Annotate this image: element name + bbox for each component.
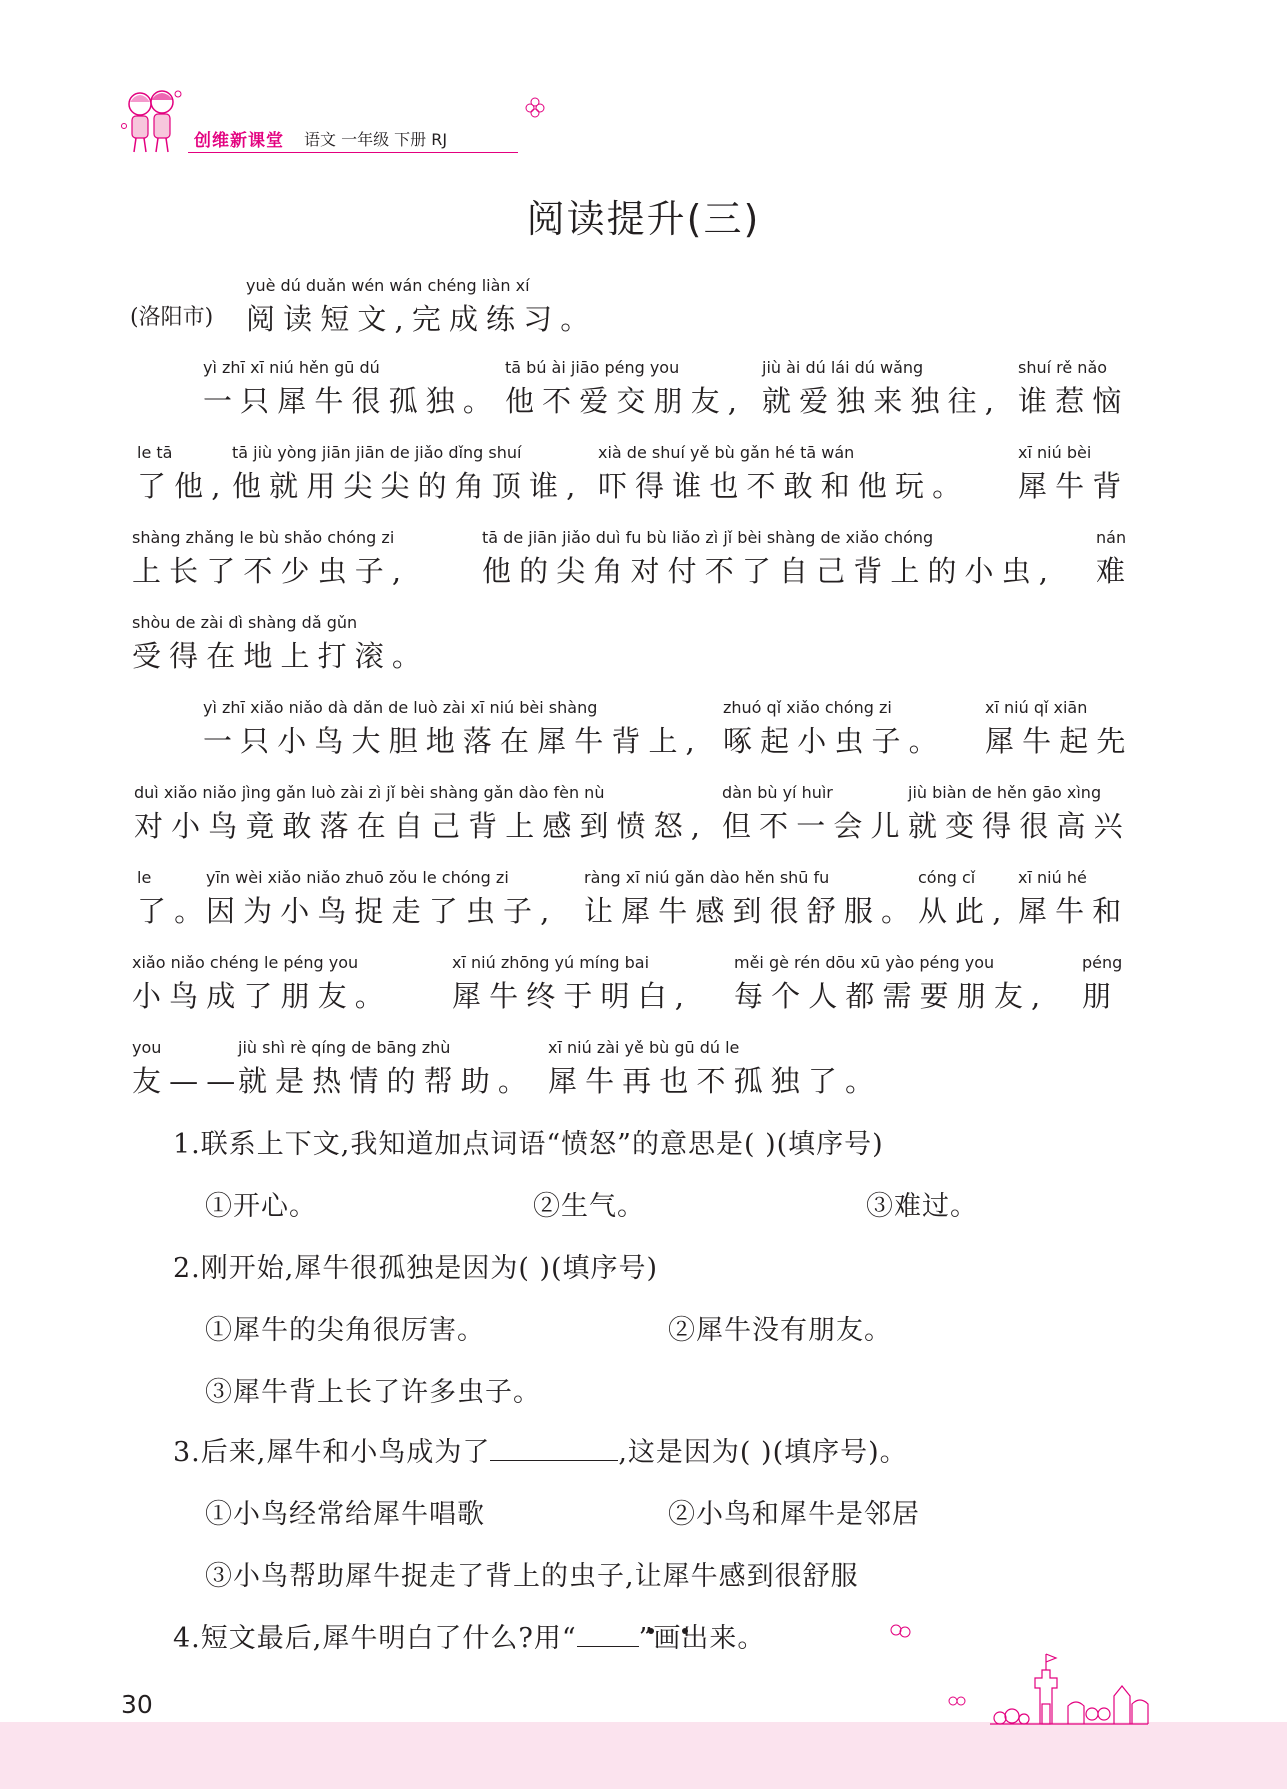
pinyin: duì xiǎo niǎo jìng gǎn luò zài zì jǐ bèi shàng gǎn dào fèn nù — [134, 783, 605, 802]
pinyin: jiù shì rè qíng de bāng zhù — [238, 1038, 451, 1057]
pinyin: xī niú hé — [1018, 868, 1087, 887]
flower-deco-icon — [888, 1622, 914, 1642]
q3-text-b: ,这是因为( )(填序号)。 — [618, 1437, 908, 1468]
q2-option-2: ②犀牛没有朋友。 — [668, 1315, 892, 1346]
pinyin: zhuó qǐ xiǎo chóng zi — [723, 698, 892, 717]
pinyin: jiù ài dú lái dú wǎng — [762, 358, 924, 377]
pinyin: měi gè rén dōu xū yào péng you — [734, 953, 995, 972]
hanzi: 小鸟成了朋友。 — [132, 979, 392, 1013]
q1-option-2: ②生气。 — [533, 1191, 645, 1222]
hanzi: 就爱独来独往, — [762, 384, 1003, 418]
q2-option-1: ①犀牛的尖角很厉害。 — [205, 1315, 485, 1346]
pinyin: xī niú zài yě bù gū dú le — [548, 1038, 740, 1057]
pinyin: xià de shuí yě bù gǎn hé tā wán — [598, 443, 855, 462]
q1-option-3: ③难过。 — [866, 1191, 978, 1222]
hanzi: 了。 — [137, 894, 212, 928]
flower-deco-icon — [946, 1692, 968, 1710]
q3-text-a: 3.后来,犀牛和小鸟成为了 — [173, 1437, 491, 1468]
q4-text-a: 4.短文最后,犀牛明白了什么?用“ — [173, 1623, 577, 1654]
hanzi: 他就用尖尖的角顶谁, — [232, 469, 584, 503]
hanzi: 犀牛起先 — [985, 724, 1134, 758]
book-subject: 语文 一年级 下册 RJ — [304, 130, 448, 149]
pinyin: xī niú bèi — [1018, 443, 1092, 462]
hanzi: 犀牛和 — [1018, 894, 1130, 928]
q4-underline-sample — [577, 1646, 639, 1647]
pinyin: tā de jiān jiǎo duì fu bù liǎo zì jǐ bèi shàng de xiǎo chóng — [482, 528, 934, 547]
hanzi: 朋 — [1082, 979, 1120, 1013]
hanzi: 友—— — [132, 1064, 244, 1098]
q4-text-b: ”画出来。 — [638, 1623, 766, 1654]
q1-option-1: ①开心。 — [205, 1191, 317, 1222]
hanzi: 难 — [1096, 554, 1134, 588]
hanzi: 犀牛背 — [1018, 469, 1130, 503]
pinyin: nán — [1096, 528, 1127, 547]
q3-option-1: ①小鸟经常给犀牛唱歌 — [205, 1499, 485, 1530]
castle-deco-icon — [980, 1648, 1150, 1726]
hanzi: 让犀牛感到很舒服。 — [584, 894, 919, 928]
hanzi: 就是热情的帮助。 — [238, 1064, 535, 1098]
kids-logo-icon — [118, 86, 196, 156]
pinyin: tā bú ài jiāo péng you — [505, 358, 680, 377]
question-4 — [173, 1616, 765, 1655]
pinyin: péng — [1082, 953, 1123, 972]
pinyin: xī niú qǐ xiān — [985, 698, 1088, 717]
pinyin: xiǎo niǎo chéng le péng you — [132, 953, 359, 972]
hanzi: 上长了不少虫子, — [132, 554, 410, 588]
pinyin: le — [137, 868, 152, 887]
brand-name: 创维新课堂 — [194, 131, 284, 151]
hanzi: 犀牛终于明白, — [452, 979, 693, 1013]
hanzi: 吓得谁也不敢和他玩。 — [598, 469, 970, 503]
pinyin: yì zhī xiǎo niǎo dà dǎn de luò zài xī niú bèi shàng — [203, 698, 598, 717]
hanzi: 一只小鸟大胆地落在犀牛背上, — [203, 724, 703, 758]
footer-band — [0, 1722, 1287, 1789]
pinyin: yīn wèi xiǎo niǎo zhuō zǒu le chóng zi — [206, 868, 509, 887]
hanzi: 了他, — [137, 469, 229, 503]
question-3 — [173, 1430, 908, 1469]
hanzi: 对小鸟竟敢落在自己背上感到愤怒, — [134, 809, 709, 843]
pinyin: tā jiù yòng jiān jiān de jiǎo dǐng shuí — [232, 443, 522, 462]
pinyin: shuí rě nǎo — [1018, 358, 1108, 377]
hanzi: 谁惹恼 — [1018, 384, 1130, 418]
q3-option-3: ③小鸟帮助犀牛捉走了背上的虫子,让犀牛感到很舒服 — [205, 1561, 859, 1592]
hanzi: 受得在地上打滚。 — [132, 639, 429, 673]
pinyin: le tā — [137, 443, 173, 462]
question-2: 2.刚开始,犀牛很孤独是因为( )(填序号) — [173, 1253, 659, 1284]
pinyin: yì zhī xī niú hěn gū dú — [203, 358, 380, 377]
hanzi: 每个人都需要朋友, — [734, 979, 1049, 1013]
hanzi: 一只犀牛很孤独。 — [203, 384, 500, 418]
pinyin: xī niú zhōng yú míng bai — [452, 953, 650, 972]
hanzi: 啄起小虫子。 — [723, 724, 946, 758]
instruction-pinyin: yuè dú duǎn wén wán chéng liàn xí — [246, 276, 530, 295]
pinyin: ràng xī niú gǎn dào hěn shū fu — [584, 868, 830, 887]
pinyin: you — [132, 1038, 162, 1057]
hanzi: 从此, — [918, 894, 1010, 928]
pinyin: shàng zhǎng le bù shǎo chóng zi — [132, 528, 395, 547]
page-title: 阅读提升(三) — [526, 197, 761, 241]
q3-answer-blank[interactable] — [490, 1460, 618, 1461]
pinyin: jiù biàn de hěn gāo xìng — [908, 783, 1102, 802]
page-header — [118, 86, 538, 156]
hanzi: 犀牛再也不孤独了。 — [548, 1064, 883, 1098]
hanzi: 就变得很高兴 — [908, 809, 1131, 843]
header-divider — [188, 152, 518, 153]
pinyin: shòu de zài dì shàng dǎ gǔn — [132, 613, 358, 632]
hanzi: 他的尖角对付不了自己背上的小虫, — [482, 554, 1057, 588]
pinyin: dàn bù yí huìr — [722, 783, 833, 802]
pinyin: cóng cǐ — [918, 868, 976, 887]
page-number: 30 — [121, 1690, 153, 1719]
flower-deco-icon — [524, 96, 546, 118]
q2-option-3: ③犀牛背上长了许多虫子。 — [205, 1377, 541, 1408]
instruction-source: (洛阳市) — [130, 305, 214, 330]
hanzi: 因为小鸟捉走了虫子, — [206, 894, 558, 928]
q3-option-2: ②小鸟和犀牛是邻居 — [668, 1499, 920, 1530]
hanzi: 但不一会儿 — [722, 809, 908, 843]
instruction-text: 阅读短文,完成练习。 — [246, 302, 598, 336]
hanzi: 他不爱交朋友, — [505, 384, 746, 418]
question-1: 1.联系上下文,我知道加点词语“愤怒”的意思是( )(填序号) — [173, 1129, 884, 1160]
